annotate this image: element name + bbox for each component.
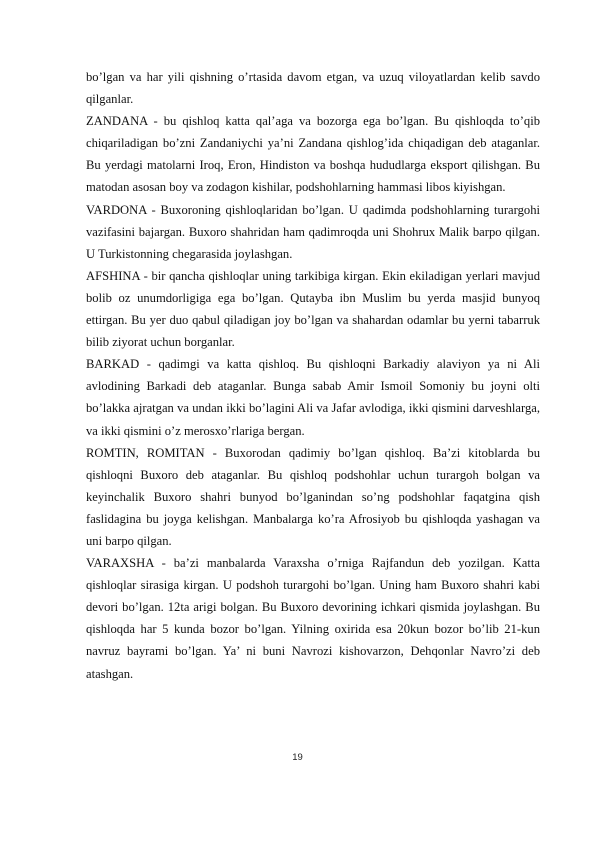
document-body — [86, 66, 540, 685]
paragraph-zandana: ZANDANA - bu qishloq katta qal’aga va bozorga ega bo’lgan. Bu qishloqda to’qib chiqariladigan bo’zni Zandaniychi ya’ni Zandana qishlog’ida chiqadigan deb ataganlar. Bu yerdagi matolarni Iroq, Eron, Hindiston va boshqa hududlarga eksport qilishgan. Bu matodan asosan boy va zodagon kishilar, podshohlarning hammasi libos kiyishgan. — [86, 114, 540, 195]
paragraph-romitan: ROMTIN, ROMITAN - Buxorodan qadimiy bo’lgan qishloq. Ba’zi kitoblarda bu qishloqni Buxoro deb ataganlar. Bu qishloq podshohlar uchun turargoh bolgan va keyinchalik Buxoro shahri bunyod bo’lganindan so’ng podshohlar faqatgina qish faslidagina bu joyga kelishgan. Manbalarga ko’ra Afrosiyob bu qishloqda yashagan va uni barpo qilgan. — [86, 445, 540, 548]
paragraph-continuation: bo’lgan va har yili qishning o’rtasida davom etgan, va uzuq viloyatlardan kelib savdo qilganlar. — [86, 70, 540, 107]
paragraph-afshina: AFSHINA - bir qancha qishloqlar uning tarkibiga kirgan. Ekin ekiladigan yerlari mavjud bolib oz unumdorligiga ega bo’lgan. Qutayba ibn Muslim bu yerda masjid bunyoq ettirgan. Bu yer duo qabul qiladigan joy bo’lgan va shahardan odamlar bu yerni tabarruk bilib ziyorat uchun borganlar. — [86, 268, 540, 350]
paragraph-varaxsha: VARAXSHA - ba’zi manbalarda Varaxsha o’rniga Rajfandun deb yozilgan. Katta qishloqlar sirasiga kirgan. U podshoh turargohi bo’lgan. Uning ham Buxoro shahri kabi devori bo’lgan. 12ta arigi bolgan. Bu Buxoro devorining ichkari qismida joylashgan. Bu qishloqda har 5 kunda bozor bo’lgan. Yilning oxirida esa 20kun bozor bo’lib 21-kun navruz bayrami bo’lgan. Ya’ ni buni Navrozi kishovarzon, Dehqonlar Navro’zi deb atashgan. — [86, 556, 540, 681]
page-number: 19 — [292, 752, 303, 763]
paragraph-barkad: BARKAD - qadimgi va katta qishloq. Bu qishloqni Barkadiy alaviyon ya ni Ali avlodining Barkadi deb ataganlar. Bunga sabab Amir Ismoil Somoniy bu joyni olti bo’lakka ajratgan va undan ikki bo’lagini Ali va Jafar avlodiga, ikki qismini darveshlarga, va ikki qismini o’z merosxo’rlariga bergan. — [86, 357, 540, 438]
paragraph-vardona: VARDONA - Buxoroning qishloqlaridan bo’lgan. U qadimda podshohlarning turargohi vazifasini bajargan. Buxoro shahridan ham qadimroqda uni Shohrux Malik barpo qilgan. U Turkistonning chegarasida joylashgan. — [86, 202, 540, 261]
